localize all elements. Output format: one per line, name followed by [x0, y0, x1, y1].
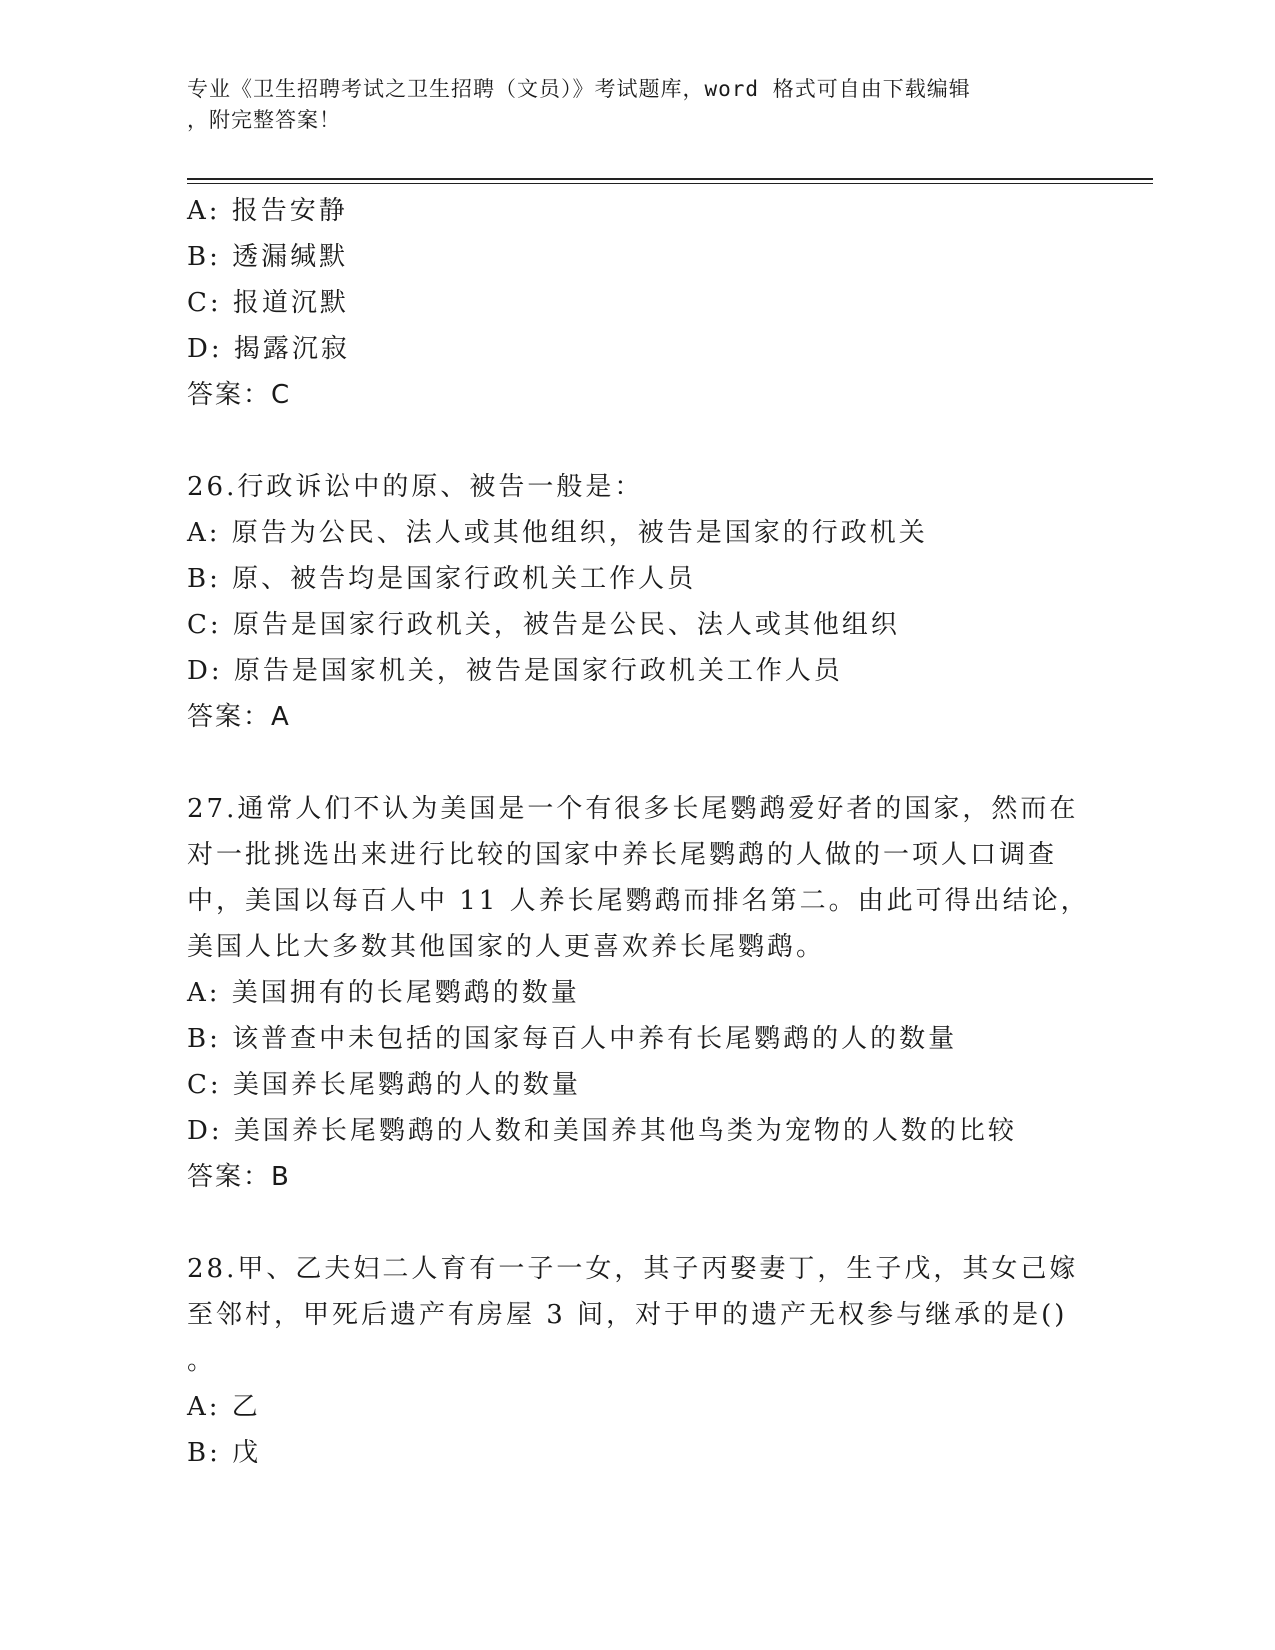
question-26 — [187, 464, 1087, 740]
spacer — [187, 740, 1087, 786]
option-a: A: 美国拥有的长尾鹦鹉的数量 — [187, 978, 580, 1008]
header-line-2: ，附完整答案！ — [187, 108, 341, 132]
answer-text: 答案：B — [187, 1162, 291, 1192]
option-b: B: 戊 — [187, 1438, 262, 1468]
option-b: B: 该普查中未包括的国家每百人中养有长尾鹦鹉的人的数量 — [187, 1024, 958, 1054]
header-divider-thick — [187, 178, 1153, 180]
option-a: A: 原告为公民、法人或其他组织，被告是国家的行政机关 — [187, 518, 928, 548]
answer-text: 答案：C — [187, 380, 292, 410]
question-stem-line: 中，美国以每百人中 11 人养长尾鹦鹉而排名第二。由此可得出结论， — [187, 886, 1090, 916]
option-a: A: 报告安静 — [187, 196, 348, 226]
spacer — [187, 1200, 1087, 1246]
question-stem-line: 28.甲、乙夫妇二人育有一子一女，其子丙娶妻丁，生子戊，其女己嫁 — [187, 1254, 1079, 1284]
option-d: D: 揭露沉寂 — [187, 334, 350, 364]
question-28 — [187, 1246, 1087, 1476]
document-header — [187, 74, 1067, 136]
option-d: D: 美国养长尾鹦鹉的人数和美国养其他鸟类为宠物的人数的比较 — [187, 1116, 1017, 1146]
option-c: C: 报道沉默 — [187, 288, 349, 318]
question-stem: 26.行政诉讼中的原、被告一般是： — [187, 472, 644, 502]
option-c: C: 原告是国家行政机关，被告是公民、法人或其他组织 — [187, 610, 900, 640]
question-stem-line: 。 — [187, 1346, 217, 1376]
option-c: C: 美国养长尾鹦鹉的人的数量 — [187, 1070, 581, 1100]
question-27 — [187, 786, 1090, 1200]
question-stem-line: 至邻村，甲死后遗产有房屋 3 间，对于甲的遗产无权参与继承的是() — [187, 1300, 1068, 1330]
question-content — [187, 188, 1090, 1476]
header-line-1: 专业《卫生招聘考试之卫生招聘（文员）》考试题库，word 格式可自由下载编辑 — [187, 77, 971, 101]
question-25 — [187, 188, 1087, 418]
answer-text: 答案：A — [187, 702, 291, 732]
question-stem-line: 美国人比大多数其他国家的人更喜欢养长尾鹦鹉。 — [187, 932, 826, 962]
option-d: D: 原告是国家机关，被告是国家行政机关工作人员 — [187, 656, 843, 686]
spacer — [187, 418, 1087, 464]
option-b: B: 透漏缄默 — [187, 242, 349, 272]
question-stem-line: 对一批挑选出来进行比较的国家中养长尾鹦鹉的人做的一项人口调查 — [187, 840, 1058, 870]
option-a: A: 乙 — [187, 1392, 261, 1422]
question-stem-line: 27.通常人们不认为美国是一个有很多长尾鹦鹉爱好者的国家，然而在 — [187, 794, 1079, 824]
header-divider-thin — [187, 183, 1153, 184]
option-b: B: 原、被告均是国家行政机关工作人员 — [187, 564, 697, 594]
